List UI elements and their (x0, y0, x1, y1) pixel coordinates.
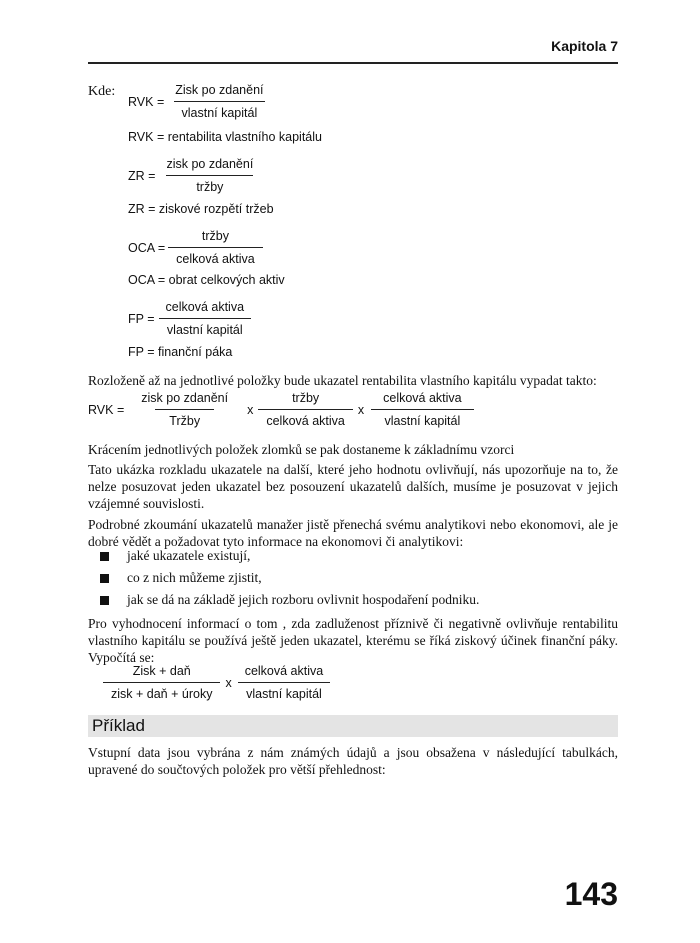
list-item (100, 589, 620, 611)
denominator: vlastní kapitál (159, 318, 251, 337)
formula-lhs: ZR = (128, 168, 156, 183)
numerator: zisk po zdanění (166, 157, 254, 171)
numerator: Zisk po zdanění (175, 83, 264, 97)
fraction (237, 664, 332, 701)
multiply-sign: x (357, 402, 365, 417)
numerator: Zisk + daň (132, 664, 191, 678)
formula-decomposition (88, 391, 479, 428)
formula-zr (128, 157, 264, 194)
header-rule (88, 62, 618, 64)
definition-fp: FP = finanční páka (128, 345, 233, 359)
list-item-text: jak se dá na základě jejich rozboru ovlivnit hospodaření podniku. (127, 592, 480, 607)
formula-leverage-effect (100, 664, 334, 701)
denominator: celková aktiva (258, 409, 353, 428)
formula-lhs: RVK = (88, 402, 125, 417)
formula-lhs: RVK = (128, 94, 165, 109)
fraction (369, 391, 476, 428)
multiply-sign: x (225, 675, 232, 690)
list-item-text: co z nich můžeme zjistit, (127, 570, 262, 585)
fraction (258, 391, 353, 428)
formula-lhs: OCA = (128, 240, 166, 255)
numerator: tržby (201, 229, 229, 243)
fraction (103, 664, 220, 701)
list-item-text: jaké ukazatele existují, (127, 548, 251, 563)
bullet-list (100, 545, 620, 611)
fraction (167, 83, 271, 120)
section-heading: Příklad (88, 715, 618, 737)
bullet-square-icon (100, 552, 109, 561)
fraction (168, 229, 263, 266)
denominator: tržby (166, 175, 253, 194)
paragraph-detail: Podrobné zkoumání ukazatelů manažer jistě přenechá svému analytikovi nebo ekonomovi, ale je dobré vědět a požadovat tyto informace na ekonomovi či analytikovi: (88, 517, 618, 549)
denominator: vlastní kapitál (371, 409, 475, 428)
paragraph-leverage: Pro vyhodnocení informací o tom , zda zadluženost příznivě či negativně ovlivňuje rentabilitu vlastního kapitálu se používá ještě jeden ukazatel, kterému se říká ziskový účinek finanční páky. Vypočítá se: (88, 616, 618, 665)
numerator: celková aktiva (244, 664, 324, 678)
paragraph-example: Tato ukázka rozkladu ukazatele na další, které jeho hodnotu ovlivňují, nás upozorňuje na to, že nelze posuzovat jeden ukazatel bez posouzení ukazatelů dalších, musíme je posuzovat v jejich vzájemné souvislosti. (88, 462, 618, 511)
page-number: 143 (564, 876, 618, 912)
paragraph-reduction: Krácením jednotlivých položek zlomků se pak dostaneme k základnímu vzorci (88, 442, 515, 457)
denominator: celková aktiva (168, 247, 263, 266)
bullet-square-icon (100, 574, 109, 583)
definition-oca: OCA = obrat celkových aktiv (128, 273, 285, 287)
numerator: celková aktiva (383, 391, 462, 405)
definition-rvk: RVK = rentabilita vlastního kapitálu (128, 130, 322, 144)
paragraph-input-data: Vstupní data jsou vybrána z nám známých údajů a jsou obsažena v následující tabulkách, upravené do součtových položek pro větší přehlednost: (88, 745, 618, 777)
chapter-header: Kapitola 7 (551, 38, 618, 54)
numerator: zisk po zdanění (141, 391, 229, 405)
multiply-sign: x (247, 402, 254, 417)
paragraph-decomposition: Rozloženě až na jednotlivé položky bude ukazatel rentabilita vlastního kapitálu vypadat takto: (88, 373, 597, 388)
intro-label: Kde: (88, 84, 116, 99)
list-item (100, 567, 620, 589)
formula-lhs: FP = (128, 311, 155, 326)
formula-oca (128, 229, 266, 266)
fraction (127, 391, 242, 428)
fraction (158, 157, 261, 194)
denominator: zisk + daň + úroky (103, 682, 220, 701)
formula-rvk (128, 83, 275, 120)
numerator: tržby (292, 391, 320, 405)
denominator: Tržby (155, 409, 214, 428)
list-item (100, 545, 620, 567)
bullet-square-icon (100, 596, 109, 605)
definition-zr: ZR = ziskové rozpětí tržeb (128, 202, 274, 216)
numerator: celková aktiva (165, 300, 245, 314)
denominator: vlastní kapitál (238, 682, 330, 701)
fraction (158, 300, 253, 337)
denominator: vlastní kapitál (174, 101, 266, 120)
formula-fp (128, 300, 255, 337)
